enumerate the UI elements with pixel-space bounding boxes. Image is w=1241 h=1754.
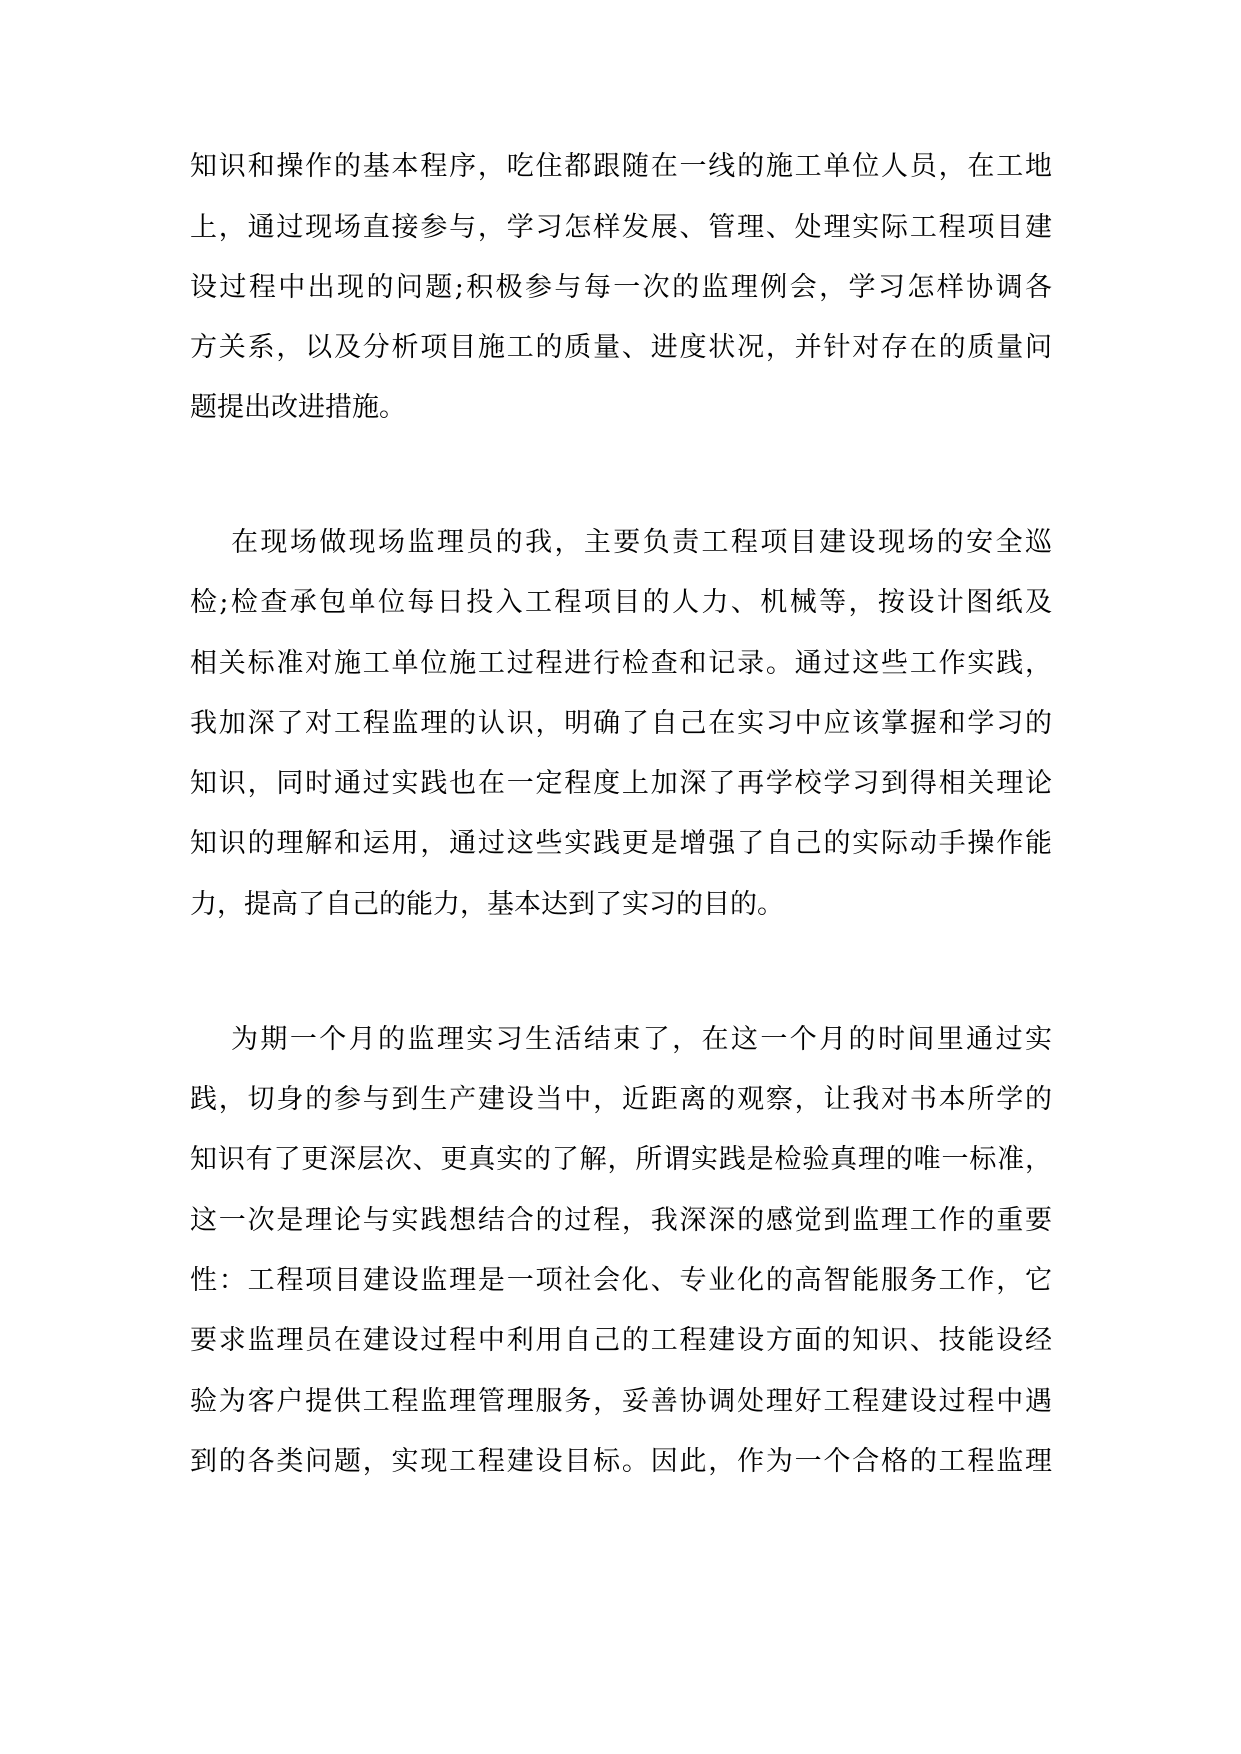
text-line: 知识，同时通过实践也在一定程度上加深了再学校学习到得相关理论 [190, 768, 1052, 799]
text-line: 这一次是理论与实践想结合的过程，我深深的感觉到监理工作的重要 [190, 1205, 1052, 1236]
text-line: 方关系，以及分析项目施工的质量、进度状况，并针对存在的质量问 [190, 332, 1052, 363]
text-line: 为期一个月的监理实习生活结束了，在这一个月的时间里通过实 [231, 1024, 1052, 1055]
text-line: 我加深了对工程监理的认识，明确了自己在实习中应该掌握和学习的 [190, 708, 1052, 739]
text-line: 力，提高了自己的能力，基本达到了实习的目的。 [190, 889, 784, 920]
text-line: 在现场做现场监理员的我，主要负责工程项目建设现场的安全巡 [231, 527, 1052, 558]
text-line: 上，通过现场直接参与，学习怎样发展、管理、处理实际工程项目建 [190, 212, 1052, 243]
text-line: 验为客户提供工程监理管理服务，妥善协调处理好工程建设过程中遇 [190, 1386, 1052, 1417]
text-line: 知识有了更深层次、更真实的了解，所谓实践是检验真理的唯一标准， [190, 1144, 1052, 1175]
text-line: 设过程中出现的问题;积极参与每一次的监理例会，学习怎样协调各 [190, 272, 1052, 303]
text-line: 检;检查承包单位每日投入工程项目的人力、机械等，按设计图纸及 [190, 587, 1052, 618]
text-line: 知识的理解和运用，通过这些实践更是增强了自己的实际动手操作能 [190, 828, 1052, 859]
text-line: 到的各类问题，实现工程建设目标。因此，作为一个合格的工程监理 [190, 1446, 1052, 1477]
text-line: 相关标准对施工单位施工过程进行检查和记录。通过这些工作实践， [190, 648, 1052, 679]
text-line: 题提出改进措施。 [190, 392, 406, 423]
text-line: 践，切身的参与到生产建设当中，近距离的观察，让我对书本所学的 [190, 1084, 1052, 1115]
text-line: 要求监理员在建设过程中利用自己的工程建设方面的知识、技能设经 [190, 1325, 1052, 1356]
text-line: 性：工程项目建设监理是一项社会化、专业化的高智能服务工作，它 [190, 1265, 1052, 1296]
text-line: 知识和操作的基本程序，吃住都跟随在一线的施工单位人员，在工地 [190, 151, 1052, 182]
